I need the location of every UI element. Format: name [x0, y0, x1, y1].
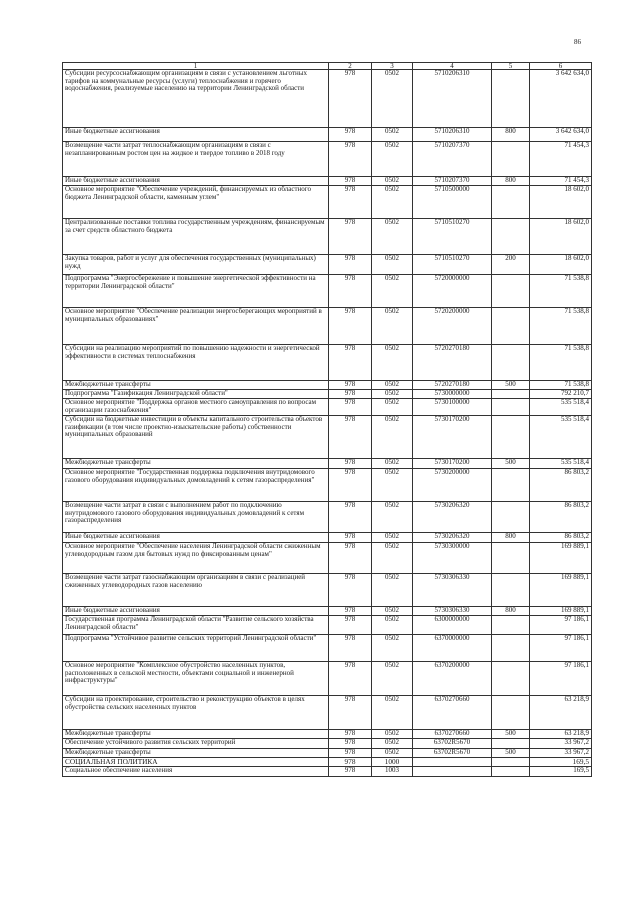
table-row	[63, 662, 592, 696]
row-expense-type	[492, 399, 530, 416]
row-name: Закупка товаров, работ и услуг для обеспечения государственных (муниципальных) нужд	[63, 255, 329, 275]
row-section: 0502	[372, 219, 413, 255]
table-row	[63, 308, 592, 345]
table-row	[63, 255, 592, 275]
row-expense-type	[492, 275, 530, 308]
table-row	[63, 574, 592, 607]
row-target-article: 5730200000	[413, 469, 492, 502]
row-code: 978	[329, 459, 372, 469]
row-target-article: 5710207370	[413, 177, 492, 186]
row-code: 978	[329, 381, 372, 390]
row-target-article: 5730170200	[413, 416, 492, 459]
row-expense-type: 800	[492, 607, 530, 616]
row-section: 0502	[372, 459, 413, 469]
row-expense-type	[492, 616, 530, 635]
row-code: 978	[329, 345, 372, 381]
row-section: 0502	[372, 345, 413, 381]
row-name: Подпрограмма "Энергосбережение и повышение энергетической эффективности на территории Ленинградской области"	[63, 275, 329, 308]
row-target-article: 6300000000	[413, 616, 492, 635]
table-row	[63, 533, 592, 543]
row-expense-type	[492, 469, 530, 502]
row-expense-type	[492, 416, 530, 459]
row-section: 0502	[372, 128, 413, 142]
row-code: 978	[329, 275, 372, 308]
table-row	[63, 459, 592, 469]
row-code: 978	[329, 128, 372, 142]
row-code: 978	[329, 399, 372, 416]
table-row	[63, 186, 592, 219]
row-name: Подпрограмма "Газификация Ленинградской области"	[63, 390, 329, 399]
row-name: Возмещение части затрат газоснабжающим организациям в связи с реализацией сжиженных углеводородных газов населению	[63, 574, 329, 607]
row-expense-type	[492, 662, 530, 696]
column-header: 1	[63, 63, 329, 70]
row-target-article: 5730306330	[413, 607, 492, 616]
row-code: 978	[329, 219, 372, 255]
column-header: 6	[530, 63, 592, 70]
row-section: 0502	[372, 186, 413, 219]
row-name: Субсидии на реализацию мероприятий по повышению надежности и энергетической эффективности в системах теплоснабжения	[63, 345, 329, 381]
row-sum: 18 602,0	[530, 186, 592, 219]
row-expense-type	[492, 502, 530, 533]
table-row	[63, 275, 592, 308]
row-section: 0502	[372, 543, 413, 574]
table-row	[63, 739, 592, 749]
row-name: Подпрограмма "Устойчивое развитие сельских территорий Ленинградской области"	[63, 635, 329, 662]
row-name: Обеспечение устойчивого развития сельских территорий	[63, 739, 329, 749]
row-sum: 97 186,1	[530, 662, 592, 696]
row-sum: 792 210,7	[530, 390, 592, 399]
table-row	[63, 502, 592, 533]
row-sum: 169 889,1	[530, 543, 592, 574]
row-name: Иные бюджетные ассигнования	[63, 177, 329, 186]
table-row	[63, 758, 592, 767]
row-expense-type	[492, 543, 530, 574]
row-sum: 71 454,3	[530, 177, 592, 186]
table-row	[63, 469, 592, 502]
table-row	[63, 543, 592, 574]
row-target-article: 5720200000	[413, 308, 492, 345]
row-expense-type: 800	[492, 128, 530, 142]
row-section: 1003	[372, 767, 413, 777]
row-code: 978	[329, 635, 372, 662]
row-code: 978	[329, 502, 372, 533]
row-expense-type	[492, 635, 530, 662]
row-section: 0502	[372, 308, 413, 345]
row-name: Возмещение части затрат теплоснабжающим организациям в связи с незапланированным ростом цен на жидкое и твердое топливо в 2018 году	[63, 142, 329, 177]
row-name: СОЦИАЛЬНАЯ ПОЛИТИКА	[63, 758, 329, 767]
column-header: 3	[372, 63, 413, 70]
row-sum: 71 538,8	[530, 308, 592, 345]
row-code: 978	[329, 574, 372, 607]
row-expense-type: 500	[492, 459, 530, 469]
table-row	[63, 390, 592, 399]
row-section: 0502	[372, 399, 413, 416]
row-section: 0502	[372, 533, 413, 543]
row-name: Межбюджетные трансферты	[63, 459, 329, 469]
row-section: 1000	[372, 758, 413, 767]
row-code: 978	[329, 255, 372, 275]
row-expense-type: 500	[492, 381, 530, 390]
row-name: Возмещение части затрат в связи с выполнением работ по подключению внутридомового газового оборудования индивидуальных домовладений к сетям газораспределения	[63, 502, 329, 533]
row-code: 978	[329, 533, 372, 543]
row-expense-type: 800	[492, 533, 530, 543]
row-name: Иные бюджетные ассигнования	[63, 128, 329, 142]
table-row	[63, 767, 592, 777]
row-target-article: 5710510270	[413, 219, 492, 255]
column-header: 5	[492, 63, 530, 70]
row-code: 978	[329, 730, 372, 739]
row-sum: 33 967,2	[530, 749, 592, 758]
row-section: 0502	[372, 696, 413, 730]
column-header: 2	[329, 63, 372, 70]
row-target-article	[413, 767, 492, 777]
row-target-article: 5720270180	[413, 381, 492, 390]
row-sum: 18 602,0	[530, 219, 592, 255]
row-target-article: 5730000000	[413, 390, 492, 399]
table-row	[63, 635, 592, 662]
row-name: Субсидии на бюджетные инвестиции в объекты капитального строительства объектов газификации (в том числе проектно-изыскательские работы) собственности муниципальных образований	[63, 416, 329, 459]
row-name: Централизованные поставки топлива государственным учреждениям, финансируемым за счет средств областного бюджета	[63, 219, 329, 255]
row-target-article: 5720000000	[413, 275, 492, 308]
row-section: 0502	[372, 381, 413, 390]
row-expense-type: 800	[492, 177, 530, 186]
row-section: 0502	[372, 177, 413, 186]
row-target-article: 5730100000	[413, 399, 492, 416]
row-expense-type	[492, 142, 530, 177]
row-section: 0502	[372, 662, 413, 696]
row-name: Основное мероприятие "Поддержка органов местного самоуправления по вопросам организации газоснабжения"	[63, 399, 329, 416]
row-expense-type	[492, 345, 530, 381]
row-code: 978	[329, 739, 372, 749]
row-code: 978	[329, 177, 372, 186]
table-row	[63, 219, 592, 255]
row-name: Государственная программа Ленинградской области "Развитие сельского хозяйства Ленинградской области"	[63, 616, 329, 635]
row-name: Субсидии ресурсоснабжающим организациям в связи с установлением льготных тарифов на коммунальные ресурсы (услуги) теплоснабжения и горячего водоснабжения, реализуемые населению на территории Ленинградской области	[63, 70, 329, 128]
row-code: 978	[329, 390, 372, 399]
row-sum: 3 642 634,0	[530, 70, 592, 128]
row-name: Основное мероприятие "Комплексное обустройство населенных пунктов, расположенных в сельской местности, объектами социальной и инженерной инфраструктуры"	[63, 662, 329, 696]
row-target-article: 5710207370	[413, 142, 492, 177]
row-code: 978	[329, 70, 372, 128]
row-code: 978	[329, 142, 372, 177]
row-section: 0502	[372, 739, 413, 749]
row-section: 0502	[372, 469, 413, 502]
row-sum: 535 518,4	[530, 459, 592, 469]
row-section: 0502	[372, 502, 413, 533]
row-section: 0502	[372, 390, 413, 399]
row-sum: 71 538,8	[530, 381, 592, 390]
table-row	[63, 696, 592, 730]
row-sum: 71 538,8	[530, 345, 592, 381]
row-target-article: 6370000000	[413, 635, 492, 662]
row-section: 0502	[372, 607, 413, 616]
row-target-article: 5710500000	[413, 186, 492, 219]
row-code: 978	[329, 767, 372, 777]
row-sum: 535 518,4	[530, 416, 592, 459]
row-name: Иные бюджетные ассигнования	[63, 607, 329, 616]
row-expense-type	[492, 574, 530, 607]
row-section: 0502	[372, 730, 413, 739]
row-section: 0502	[372, 749, 413, 758]
row-code: 978	[329, 186, 372, 219]
row-code: 978	[329, 758, 372, 767]
row-sum: 86 803,2	[530, 469, 592, 502]
table-row	[63, 70, 592, 128]
row-name: Основное мероприятие "Государственная поддержка подключения внутридомового газового оборудования индивидуальных домовладений к сетям газораспределения"	[63, 469, 329, 502]
row-code: 978	[329, 416, 372, 459]
table-row	[63, 749, 592, 758]
row-sum: 97 186,1	[530, 635, 592, 662]
row-expense-type	[492, 739, 530, 749]
row-expense-type	[492, 767, 530, 777]
table-row	[63, 142, 592, 177]
row-section: 0502	[372, 70, 413, 128]
row-sum: 169,5	[530, 758, 592, 767]
row-target-article: 5730206320	[413, 502, 492, 533]
row-section: 0502	[372, 635, 413, 662]
budget-table	[62, 62, 592, 777]
row-name: Иные бюджетные ассигнования	[63, 533, 329, 543]
row-target-article: 6370270660	[413, 730, 492, 739]
row-section: 0502	[372, 142, 413, 177]
row-name: Основное мероприятие "Обеспечение населения Ленинградской области сжиженным углеводородным газом для бытовых нужд по фиксированным ценам"	[63, 543, 329, 574]
row-name: Межбюджетные трансферты	[63, 749, 329, 758]
row-code: 978	[329, 616, 372, 635]
row-sum: 86 803,2	[530, 502, 592, 533]
table-row	[63, 381, 592, 390]
row-expense-type: 500	[492, 730, 530, 739]
row-sum: 169 889,1	[530, 574, 592, 607]
row-target-article: 5710206310	[413, 70, 492, 128]
row-target-article: 5720270180	[413, 345, 492, 381]
row-section: 0502	[372, 275, 413, 308]
row-target-article: 5730170200	[413, 459, 492, 469]
row-target-article: 6370200000	[413, 662, 492, 696]
row-code: 978	[329, 543, 372, 574]
row-code: 978	[329, 607, 372, 616]
column-header: 4	[413, 63, 492, 70]
row-target-article: 5730206320	[413, 533, 492, 543]
table-row	[63, 128, 592, 142]
row-sum: 169,5	[530, 767, 592, 777]
row-sum: 169 889,1	[530, 607, 592, 616]
row-target-article: 63702R5670	[413, 749, 492, 758]
row-section: 0502	[372, 574, 413, 607]
row-section: 0502	[372, 416, 413, 459]
row-expense-type	[492, 390, 530, 399]
table-row	[63, 607, 592, 616]
row-sum: 86 803,2	[530, 533, 592, 543]
row-sum: 3 642 634,0	[530, 128, 592, 142]
row-name: Субсидии на проектирование, строительство и реконструкцию объектов в целях обустройства сельских населенных пунктов	[63, 696, 329, 730]
table-row	[63, 416, 592, 459]
row-expense-type	[492, 219, 530, 255]
table-row	[63, 345, 592, 381]
row-expense-type	[492, 696, 530, 730]
row-section: 0502	[372, 255, 413, 275]
row-code: 978	[329, 469, 372, 502]
row-target-article: 5730300000	[413, 543, 492, 574]
row-target-article: 5710510270	[413, 255, 492, 275]
row-sum: 63 218,9	[530, 696, 592, 730]
table-row	[63, 399, 592, 416]
row-target-article	[413, 758, 492, 767]
row-expense-type	[492, 70, 530, 128]
row-expense-type: 200	[492, 255, 530, 275]
table-row	[63, 177, 592, 186]
row-name: Межбюджетные трансферты	[63, 730, 329, 739]
row-expense-type	[492, 758, 530, 767]
page-number: 86	[574, 38, 581, 46]
row-target-article: 5710206310	[413, 128, 492, 142]
row-expense-type: 500	[492, 749, 530, 758]
row-expense-type	[492, 186, 530, 219]
row-target-article: 5730306330	[413, 574, 492, 607]
row-expense-type	[492, 308, 530, 345]
row-sum: 71 454,3	[530, 142, 592, 177]
row-name: Межбюджетные трансферты	[63, 381, 329, 390]
row-sum: 18 602,0	[530, 255, 592, 275]
table-header-row	[63, 63, 592, 70]
row-section: 0502	[372, 616, 413, 635]
row-code: 978	[329, 662, 372, 696]
table-row	[63, 616, 592, 635]
row-target-article: 63702R5670	[413, 739, 492, 749]
row-sum: 71 538,8	[530, 275, 592, 308]
table-row	[63, 730, 592, 739]
row-sum: 63 218,9	[530, 730, 592, 739]
row-code: 978	[329, 749, 372, 758]
row-code: 978	[329, 308, 372, 345]
row-code: 978	[329, 696, 372, 730]
row-target-article: 6370270660	[413, 696, 492, 730]
row-name: Основное мероприятие "Обеспечение реализации энергосберегающих мероприятий в муниципальных образованиях"	[63, 308, 329, 345]
row-sum: 33 967,2	[530, 739, 592, 749]
row-sum: 97 186,1	[530, 616, 592, 635]
row-name: Социальное обеспечение населения	[63, 767, 329, 777]
row-sum: 535 518,4	[530, 399, 592, 416]
row-name: Основное мероприятие "Обеспечение учреждений, финансируемых из областного бюджета Ленинградской области, каменным углем"	[63, 186, 329, 219]
